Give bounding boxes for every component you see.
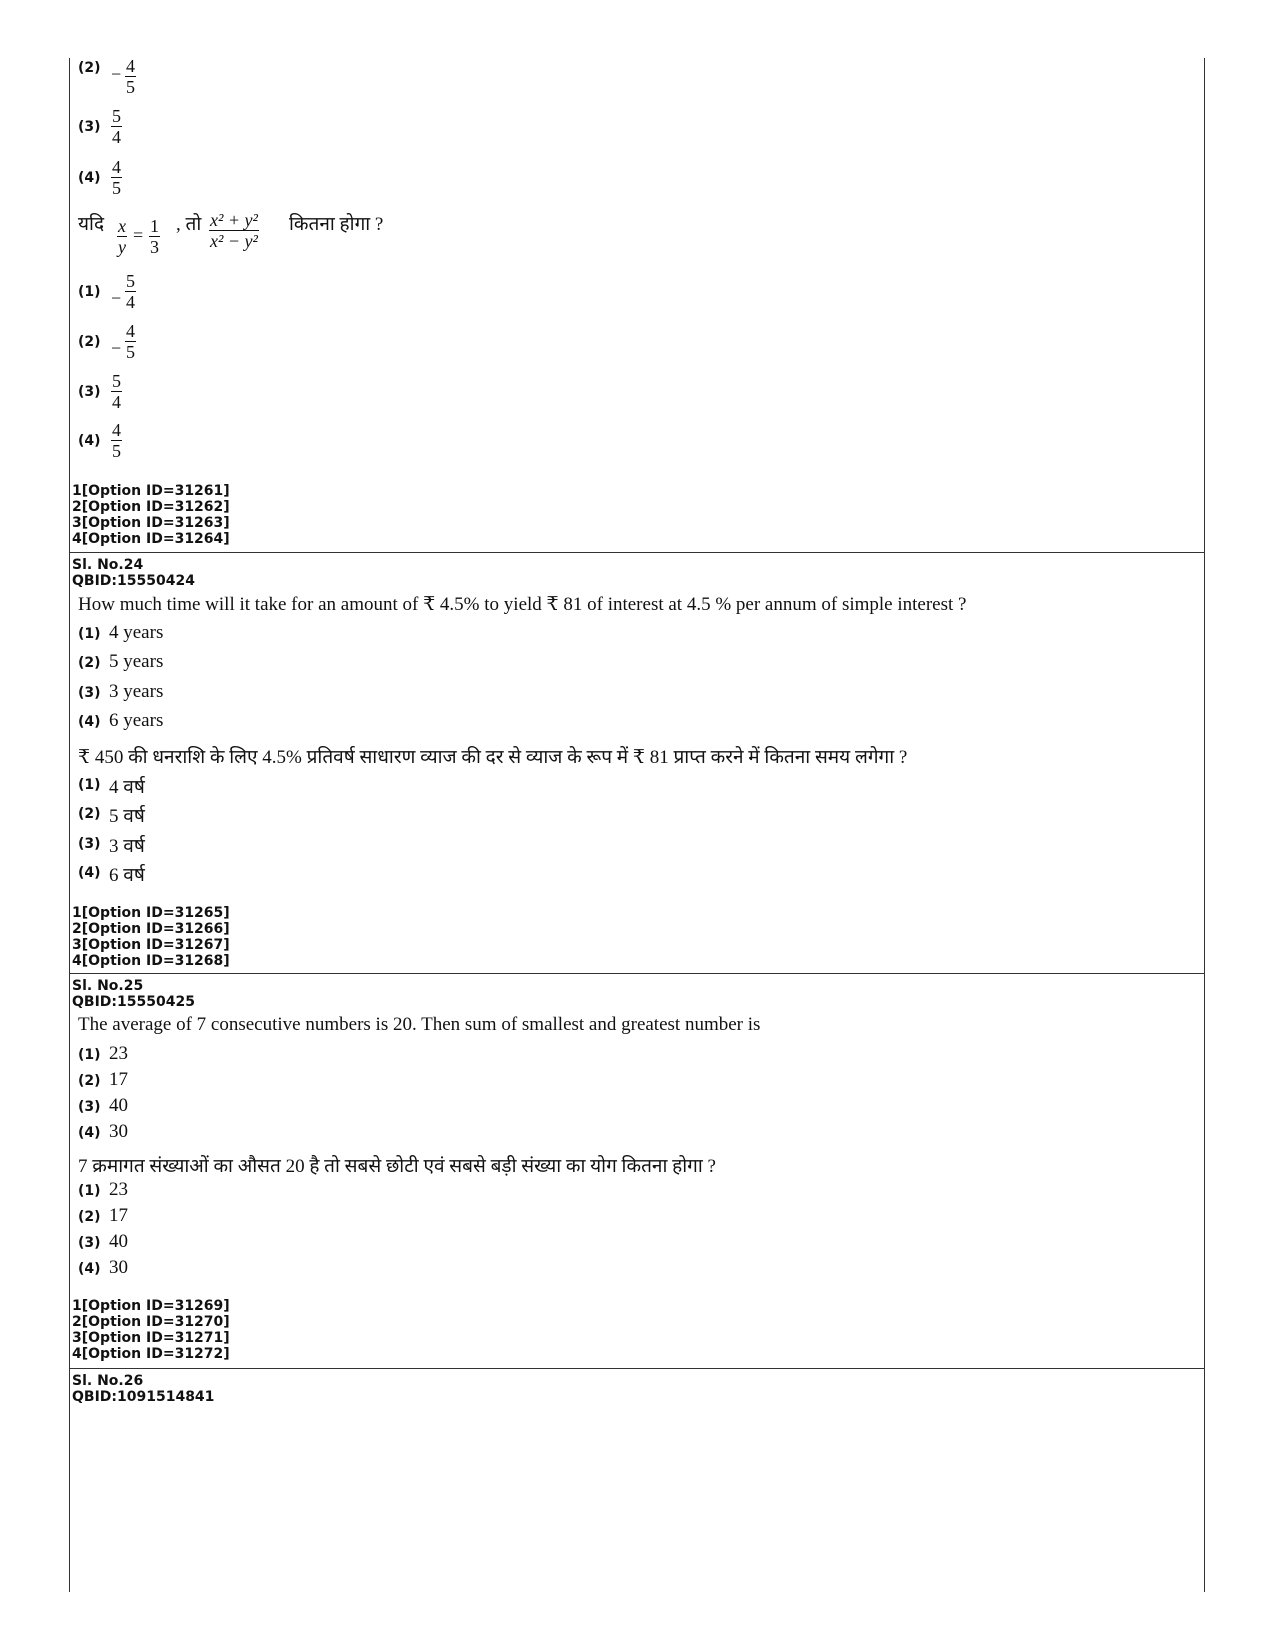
fraction: $\frac{5}{4}$ bbox=[112, 371, 121, 412]
serial-number: Sl. No.26 bbox=[72, 1373, 144, 1389]
option-text: 4 years bbox=[109, 622, 164, 643]
option-number: (4) bbox=[78, 433, 101, 449]
question-text-hindi: 7 क्रमागत संख्याओं का औसत 20 है तो सबसे छोटी एवं सबसे बड़ी संख्या का योग कितना होगा ? bbox=[78, 1156, 716, 1177]
option-text: 30 bbox=[109, 1257, 128, 1278]
question-bank-id: QBID:1091514841 bbox=[72, 1389, 215, 1405]
option-number: (2) bbox=[78, 334, 101, 350]
option-text: 6 वर्ष bbox=[109, 865, 145, 886]
question-text-hindi: ₹ 450 की धनराशि के लिए 4.5% प्रतिवर्ष साधारण व्याज की दर से व्याज के रूप में ₹ 81 प्राप्त करने में कितना समय लगेगा ? bbox=[78, 747, 908, 768]
question-26 bbox=[69, 1369, 1205, 1429]
question-text-english: The average of 7 consecutive numbers is 20. Then sum of smallest and greatest number is bbox=[78, 1014, 761, 1035]
fraction: $\frac{4}{5}$ bbox=[126, 321, 135, 362]
question-text-english: How much time will it take for an amount of ₹ 4.5% to yield ₹ 81 of interest at 4.5 % per annum of simple interest ? bbox=[78, 594, 967, 615]
fraction-one-third: $\frac{1}{3}$ bbox=[150, 216, 159, 257]
option-text: 23 bbox=[109, 1043, 128, 1064]
option-number: (3) bbox=[78, 384, 101, 400]
option-id: 2[Option ID=31266] bbox=[72, 921, 230, 937]
option-id: 3[Option ID=31271] bbox=[72, 1330, 230, 1346]
option-text: 5 वर्ष bbox=[109, 806, 145, 827]
option-id: 3[Option ID=31263] bbox=[72, 515, 230, 531]
option-number: (3) bbox=[78, 1099, 101, 1115]
fraction-expression: $\frac{\text{x² + y²}}{\text{x² − y²}}$ bbox=[210, 210, 258, 251]
question-text-hindi-prefix: यदि bbox=[78, 214, 105, 235]
option-number: (1) bbox=[78, 284, 101, 300]
option-id: 2[Option ID=31262] bbox=[72, 499, 230, 515]
fraction: $\frac{4}{5}$ bbox=[126, 56, 135, 97]
option-number: (4) bbox=[78, 170, 101, 186]
minus-sign: − bbox=[111, 338, 122, 358]
question-24 bbox=[69, 553, 1205, 973]
question-bank-id: QBID:15550425 bbox=[72, 994, 195, 1010]
option-number: (4) bbox=[78, 865, 101, 881]
option-number: (1) bbox=[78, 1047, 101, 1063]
option-text: 5 years bbox=[109, 651, 164, 672]
serial-number: Sl. No.24 bbox=[72, 557, 144, 573]
option-text: 17 bbox=[109, 1205, 128, 1226]
option-id: 1[Option ID=31265] bbox=[72, 905, 230, 921]
option-number: (2) bbox=[78, 60, 101, 76]
minus-sign: − bbox=[111, 64, 122, 84]
minus-sign: − bbox=[111, 288, 122, 308]
option-number: (3) bbox=[78, 836, 101, 852]
option-text: 30 bbox=[109, 1121, 128, 1142]
option-number: (2) bbox=[78, 1209, 101, 1225]
option-text: 3 years bbox=[109, 681, 164, 702]
fraction: $\frac{4}{5}$ bbox=[112, 157, 121, 198]
option-number: (4) bbox=[78, 1261, 101, 1277]
option-id: 1[Option ID=31269] bbox=[72, 1298, 230, 1314]
option-number: (2) bbox=[78, 806, 101, 822]
question-text-hindi-suffix: कितना होगा ? bbox=[289, 214, 384, 235]
option-text: 6 years bbox=[109, 710, 164, 731]
option-text: 40 bbox=[109, 1095, 128, 1116]
option-id: 3[Option ID=31267] bbox=[72, 937, 230, 953]
question-bank-id: QBID:15550424 bbox=[72, 573, 195, 589]
fraction: $\frac{5}{4}$ bbox=[112, 106, 121, 147]
option-number: (3) bbox=[78, 685, 101, 701]
option-text: 3 वर्ष bbox=[109, 836, 145, 857]
option-text: 23 bbox=[109, 1179, 128, 1200]
option-number: (1) bbox=[78, 626, 101, 642]
option-number: (2) bbox=[78, 655, 101, 671]
option-text: 40 bbox=[109, 1231, 128, 1252]
option-text: 4 वर्ष bbox=[109, 777, 145, 798]
serial-number: Sl. No.25 bbox=[72, 978, 144, 994]
option-id: 1[Option ID=31261] bbox=[72, 483, 230, 499]
option-number: (2) bbox=[78, 1073, 101, 1089]
option-text: 17 bbox=[109, 1069, 128, 1090]
option-id: 4[Option ID=31268] bbox=[72, 953, 230, 969]
option-number: (3) bbox=[78, 119, 101, 135]
option-number: (4) bbox=[78, 714, 101, 730]
option-number: (1) bbox=[78, 777, 101, 793]
fraction: $\frac{5}{4}$ bbox=[126, 271, 135, 312]
equals-sign: = bbox=[133, 225, 144, 245]
option-number: (3) bbox=[78, 1235, 101, 1251]
option-number: (1) bbox=[78, 1183, 101, 1199]
fraction: $\frac{4}{5}$ bbox=[112, 420, 121, 461]
question-23-continued bbox=[69, 0, 1205, 580]
question-text-hindi-mid: , तो bbox=[176, 214, 202, 235]
option-id: 4[Option ID=31264] bbox=[72, 531, 230, 547]
question-25 bbox=[69, 974, 1205, 1369]
fraction-x-over-y: $\frac{x}{y}$ bbox=[118, 216, 126, 257]
option-number: (4) bbox=[78, 1125, 101, 1141]
option-id: 4[Option ID=31272] bbox=[72, 1346, 230, 1362]
option-id: 2[Option ID=31270] bbox=[72, 1314, 230, 1330]
